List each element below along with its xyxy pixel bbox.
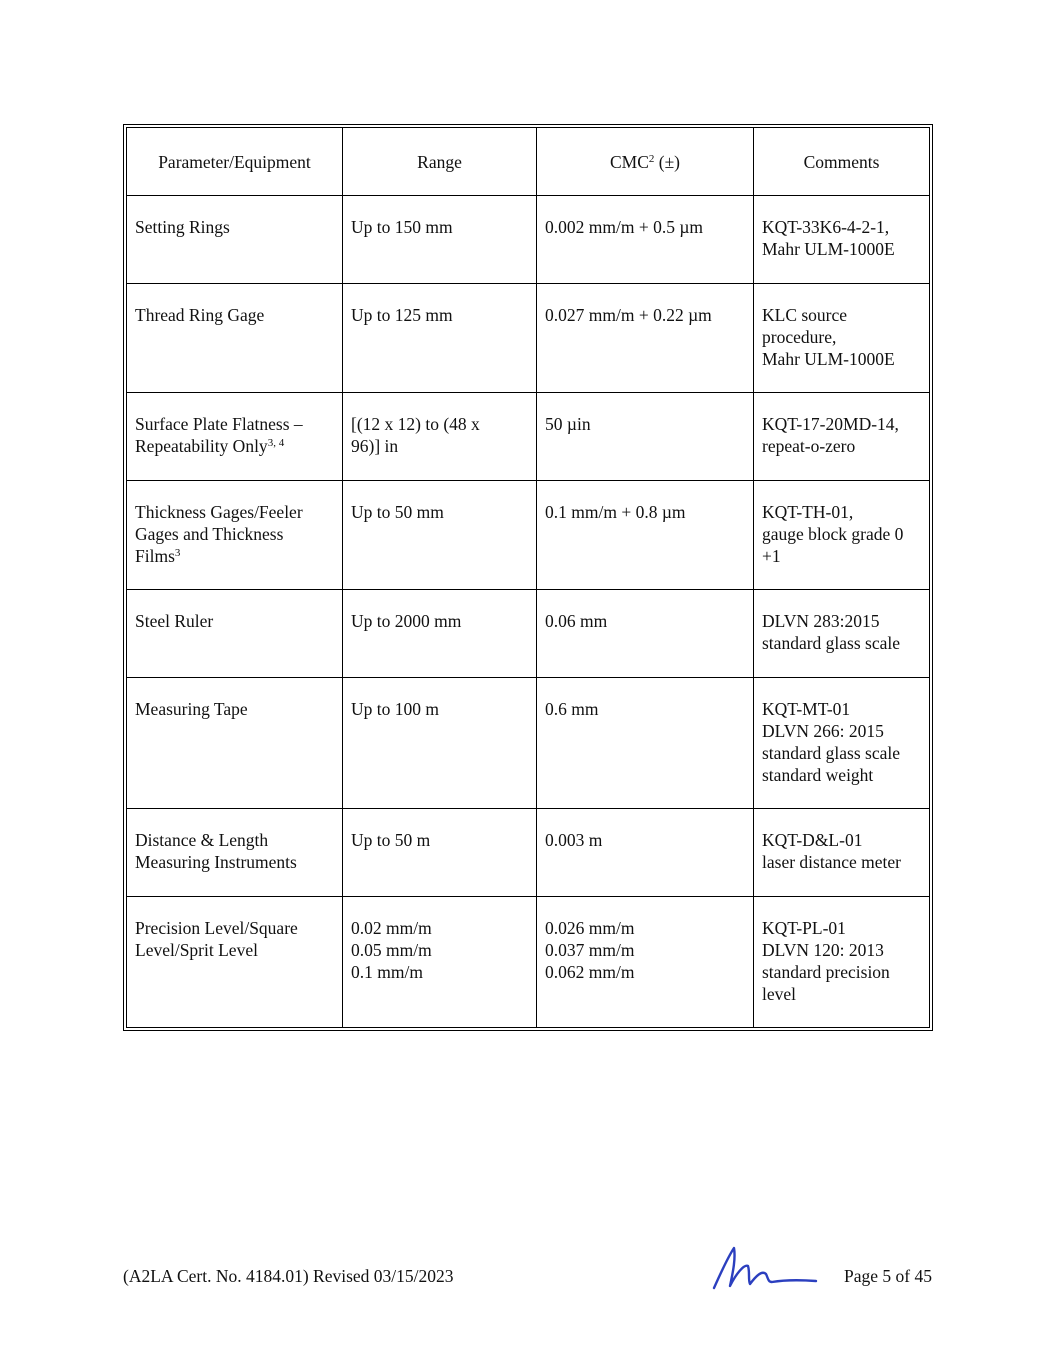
cell-range: Up to 100 m bbox=[343, 678, 537, 809]
table-row bbox=[127, 678, 930, 809]
parameter-text: Thread Ring Gage bbox=[135, 305, 265, 325]
header-range: Range bbox=[343, 128, 537, 196]
table-row bbox=[127, 196, 930, 284]
cell-cmc: 0.027 mm/m + 0.22 µm bbox=[537, 284, 754, 393]
cell-cmc: 0.6 mm bbox=[537, 678, 754, 809]
table-row bbox=[127, 590, 930, 678]
header-cmc-footnote: 2 bbox=[648, 152, 655, 165]
scope-table-frame bbox=[123, 124, 933, 1031]
cell-parameter bbox=[127, 678, 343, 809]
header-comments: Comments bbox=[754, 128, 930, 196]
signature-mark bbox=[708, 1240, 820, 1296]
cell-cmc: 0.003 m bbox=[537, 809, 754, 897]
cell-range: Up to 50 mm bbox=[343, 481, 537, 590]
cell-parameter bbox=[127, 590, 343, 678]
cell-range: Up to 125 mm bbox=[343, 284, 537, 393]
cell-parameter bbox=[127, 393, 343, 481]
cell-comments: KQT-33K6-4-2-1, Mahr ULM-1000E bbox=[754, 196, 930, 284]
cell-cmc: 0.026 mm/m 0.037 mm/m 0.062 mm/m bbox=[537, 897, 754, 1028]
header-cmc-suffix: (±) bbox=[654, 151, 681, 172]
parameter-text: Steel Ruler bbox=[135, 611, 214, 631]
cell-range: Up to 2000 mm bbox=[343, 590, 537, 678]
footer-cert-text: (A2LA Cert. No. 4184.01) Revised 03/15/2023 bbox=[123, 1266, 454, 1286]
cell-parameter bbox=[127, 481, 343, 590]
cell-range: Up to 150 mm bbox=[343, 196, 537, 284]
parameter-footnote: 3 bbox=[174, 547, 181, 559]
cell-parameter bbox=[127, 897, 343, 1028]
scope-table bbox=[126, 127, 930, 1028]
parameter-text: Setting Rings bbox=[135, 217, 230, 237]
table-row bbox=[127, 481, 930, 590]
header-parameter: Parameter/Equipment bbox=[127, 128, 343, 196]
parameter-text: Thickness Gages/Feeler Gages and Thickness Films bbox=[135, 502, 303, 566]
cell-cmc: 0.002 mm/m + 0.5 µm bbox=[537, 196, 754, 284]
cell-comments: KQT-D&L-01 laser distance meter bbox=[754, 809, 930, 897]
cell-range: 0.02 mm/m 0.05 mm/m 0.1 mm/m bbox=[343, 897, 537, 1028]
cell-parameter bbox=[127, 809, 343, 897]
cell-comments: KQT-17-20MD-14, repeat-o-zero bbox=[754, 393, 930, 481]
cell-cmc: 50 µin bbox=[537, 393, 754, 481]
cell-comments: KQT-TH-01, gauge block grade 0 +1 bbox=[754, 481, 930, 590]
header-cmc bbox=[537, 128, 754, 196]
cell-comments: KQT-PL-01 DLVN 120: 2013 standard precision level bbox=[754, 897, 930, 1028]
parameter-text: Distance & Length Measuring Instruments bbox=[135, 830, 297, 872]
table-row bbox=[127, 897, 930, 1028]
cell-range: Up to 50 m bbox=[343, 809, 537, 897]
cell-parameter bbox=[127, 284, 343, 393]
header-cmc-base: CMC bbox=[609, 151, 649, 172]
table-header-row bbox=[127, 128, 930, 196]
cell-cmc: 0.1 mm/m + 0.8 µm bbox=[537, 481, 754, 590]
table-row bbox=[127, 393, 930, 481]
parameter-footnote: 3, 4 bbox=[267, 437, 285, 449]
cell-parameter bbox=[127, 196, 343, 284]
parameter-text: Precision Level/Square Level/Sprit Level bbox=[135, 918, 298, 960]
cell-cmc: 0.06 mm bbox=[537, 590, 754, 678]
parameter-text: Surface Plate Flatness – Repeatability Only bbox=[135, 414, 303, 456]
parameter-text: Measuring Tape bbox=[135, 699, 248, 719]
table-row bbox=[127, 284, 930, 393]
table-row bbox=[127, 809, 930, 897]
footer-page-number: Page 5 of 45 bbox=[844, 1266, 932, 1286]
cell-comments: KQT-MT-01 DLVN 266: 2015 standard glass scale standard weight bbox=[754, 678, 930, 809]
cell-comments: KLC source procedure, Mahr ULM-1000E bbox=[754, 284, 930, 393]
cell-comments: DLVN 283:2015 standard glass scale bbox=[754, 590, 930, 678]
cell-range: [(12 x 12) to (48 x 96)] in bbox=[343, 393, 537, 481]
